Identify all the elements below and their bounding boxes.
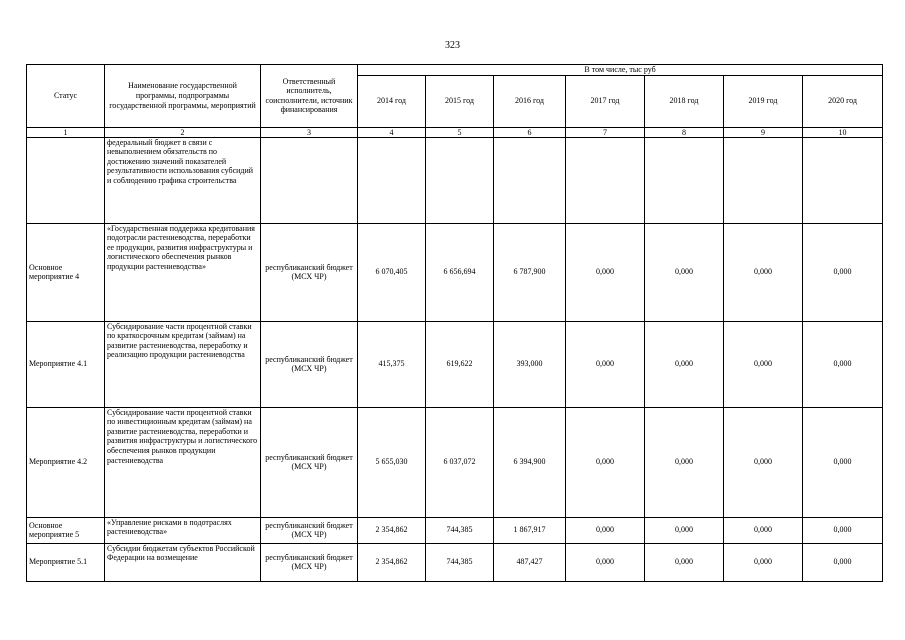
row-name: «Государственная поддержка кредитования подотрасли растениеводства, переработки ее продукции, развития инфраструктуры и логистического обеспечения рынков продукции растениеводства» bbox=[105, 223, 261, 321]
column-number: 3 bbox=[261, 127, 358, 137]
row-responsible: республиканский бюджет (МСХ ЧР) bbox=[261, 321, 358, 407]
row-name: федеральный бюджет в связи с невыполнением обязательств по достижению значений показателей результативности использования субсидий и соблюдению графика строительства bbox=[105, 137, 261, 223]
value-cell: 6 656,694 bbox=[426, 223, 494, 321]
row-status bbox=[27, 137, 105, 223]
value-cell: 1 867,917 bbox=[494, 517, 566, 543]
header-year: 2020 год bbox=[803, 75, 883, 127]
value-cell: 0,000 bbox=[803, 223, 883, 321]
value-cell bbox=[426, 137, 494, 223]
value-cell: 619,622 bbox=[426, 321, 494, 407]
value-cell: 0,000 bbox=[645, 223, 724, 321]
value-cell: 744,385 bbox=[426, 517, 494, 543]
value-cell: 0,000 bbox=[566, 543, 645, 581]
header-year: 2014 год bbox=[358, 75, 426, 127]
value-cell: 5 655,030 bbox=[358, 407, 426, 517]
value-cell: 0,000 bbox=[724, 407, 803, 517]
header-group: В том числе, тыс руб bbox=[358, 65, 883, 76]
value-cell: 0,000 bbox=[803, 543, 883, 581]
header-name: Наименование государственной программы, подпрограммы государственной программы, мероприятий bbox=[105, 65, 261, 128]
header-responsible: Ответственный исполнитель, соисполнители, источник финансирования bbox=[261, 65, 358, 128]
column-number: 10 bbox=[803, 127, 883, 137]
value-cell: 0,000 bbox=[566, 223, 645, 321]
value-cell: 0,000 bbox=[566, 321, 645, 407]
value-cell: 415,375 bbox=[358, 321, 426, 407]
table-row bbox=[27, 407, 883, 517]
value-cell: 0,000 bbox=[803, 321, 883, 407]
value-cell: 0,000 bbox=[566, 407, 645, 517]
value-cell: 0,000 bbox=[803, 517, 883, 543]
value-cell: 2 354,862 bbox=[358, 543, 426, 581]
value-cell bbox=[494, 137, 566, 223]
value-cell bbox=[645, 137, 724, 223]
value-cell bbox=[566, 137, 645, 223]
column-number: 4 bbox=[358, 127, 426, 137]
row-status: Основное мероприятие 5 bbox=[27, 517, 105, 543]
value-cell bbox=[358, 137, 426, 223]
value-cell: 0,000 bbox=[724, 321, 803, 407]
row-responsible: республиканский бюджет (МСХ ЧР) bbox=[261, 543, 358, 581]
column-number: 7 bbox=[566, 127, 645, 137]
value-cell: 6 037,072 bbox=[426, 407, 494, 517]
column-number: 2 bbox=[105, 127, 261, 137]
value-cell: 0,000 bbox=[724, 223, 803, 321]
table-row bbox=[27, 137, 883, 223]
row-name: «Управление рисками в подотраслях растениеводства» bbox=[105, 517, 261, 543]
page-number: 323 bbox=[445, 40, 460, 51]
value-cell: 0,000 bbox=[645, 407, 724, 517]
budget-table bbox=[26, 64, 883, 582]
value-cell: 0,000 bbox=[645, 321, 724, 407]
column-number: 9 bbox=[724, 127, 803, 137]
value-cell: 6 787,900 bbox=[494, 223, 566, 321]
header-year: 2015 год bbox=[426, 75, 494, 127]
row-responsible bbox=[261, 137, 358, 223]
column-number: 5 bbox=[426, 127, 494, 137]
column-number: 8 bbox=[645, 127, 724, 137]
row-responsible: республиканский бюджет (МСХ ЧР) bbox=[261, 517, 358, 543]
value-cell: 744,385 bbox=[426, 543, 494, 581]
row-responsible: республиканский бюджет (МСХ ЧР) bbox=[261, 223, 358, 321]
row-name: Субсидии бюджетам субъектов Российской Федерации на возмещение bbox=[105, 543, 261, 581]
column-number: 1 bbox=[27, 127, 105, 137]
value-cell: 0,000 bbox=[724, 543, 803, 581]
header-year: 2017 год bbox=[566, 75, 645, 127]
value-cell: 487,427 bbox=[494, 543, 566, 581]
header-year: 2019 год bbox=[724, 75, 803, 127]
value-cell: 2 354,862 bbox=[358, 517, 426, 543]
value-cell: 0,000 bbox=[724, 517, 803, 543]
row-status: Основное мероприятие 4 bbox=[27, 223, 105, 321]
value-cell bbox=[803, 137, 883, 223]
value-cell: 393,000 bbox=[494, 321, 566, 407]
row-status: Мероприятие 4.2 bbox=[27, 407, 105, 517]
value-cell: 0,000 bbox=[803, 407, 883, 517]
value-cell: 6 394,900 bbox=[494, 407, 566, 517]
row-responsible: республиканский бюджет (МСХ ЧР) bbox=[261, 407, 358, 517]
value-cell: 0,000 bbox=[645, 543, 724, 581]
table-row bbox=[27, 543, 883, 581]
row-name: Субсидирование части процентной ставки по инвестиционным кредитам (займам) на развитие растениеводства, переработки и развития инфраструктуры и логистического обеспечения рынков продукции растениеводства bbox=[105, 407, 261, 517]
header-status: Статус bbox=[27, 65, 105, 128]
value-cell bbox=[724, 137, 803, 223]
header-year: 2016 год bbox=[494, 75, 566, 127]
table-row bbox=[27, 517, 883, 543]
value-cell: 0,000 bbox=[566, 517, 645, 543]
row-status: Мероприятие 4.1 bbox=[27, 321, 105, 407]
row-name: Субсидирование части процентной ставки по краткосрочным кредитам (займам) на развитие растениеводства, переработку и реализацию продукции растениеводства bbox=[105, 321, 261, 407]
table-row bbox=[27, 223, 883, 321]
column-number: 6 bbox=[494, 127, 566, 137]
table-row bbox=[27, 321, 883, 407]
value-cell: 6 070,405 bbox=[358, 223, 426, 321]
header-year: 2018 год bbox=[645, 75, 724, 127]
column-number-row bbox=[27, 127, 883, 137]
value-cell: 0,000 bbox=[645, 517, 724, 543]
row-status: Мероприятие 5.1 bbox=[27, 543, 105, 581]
